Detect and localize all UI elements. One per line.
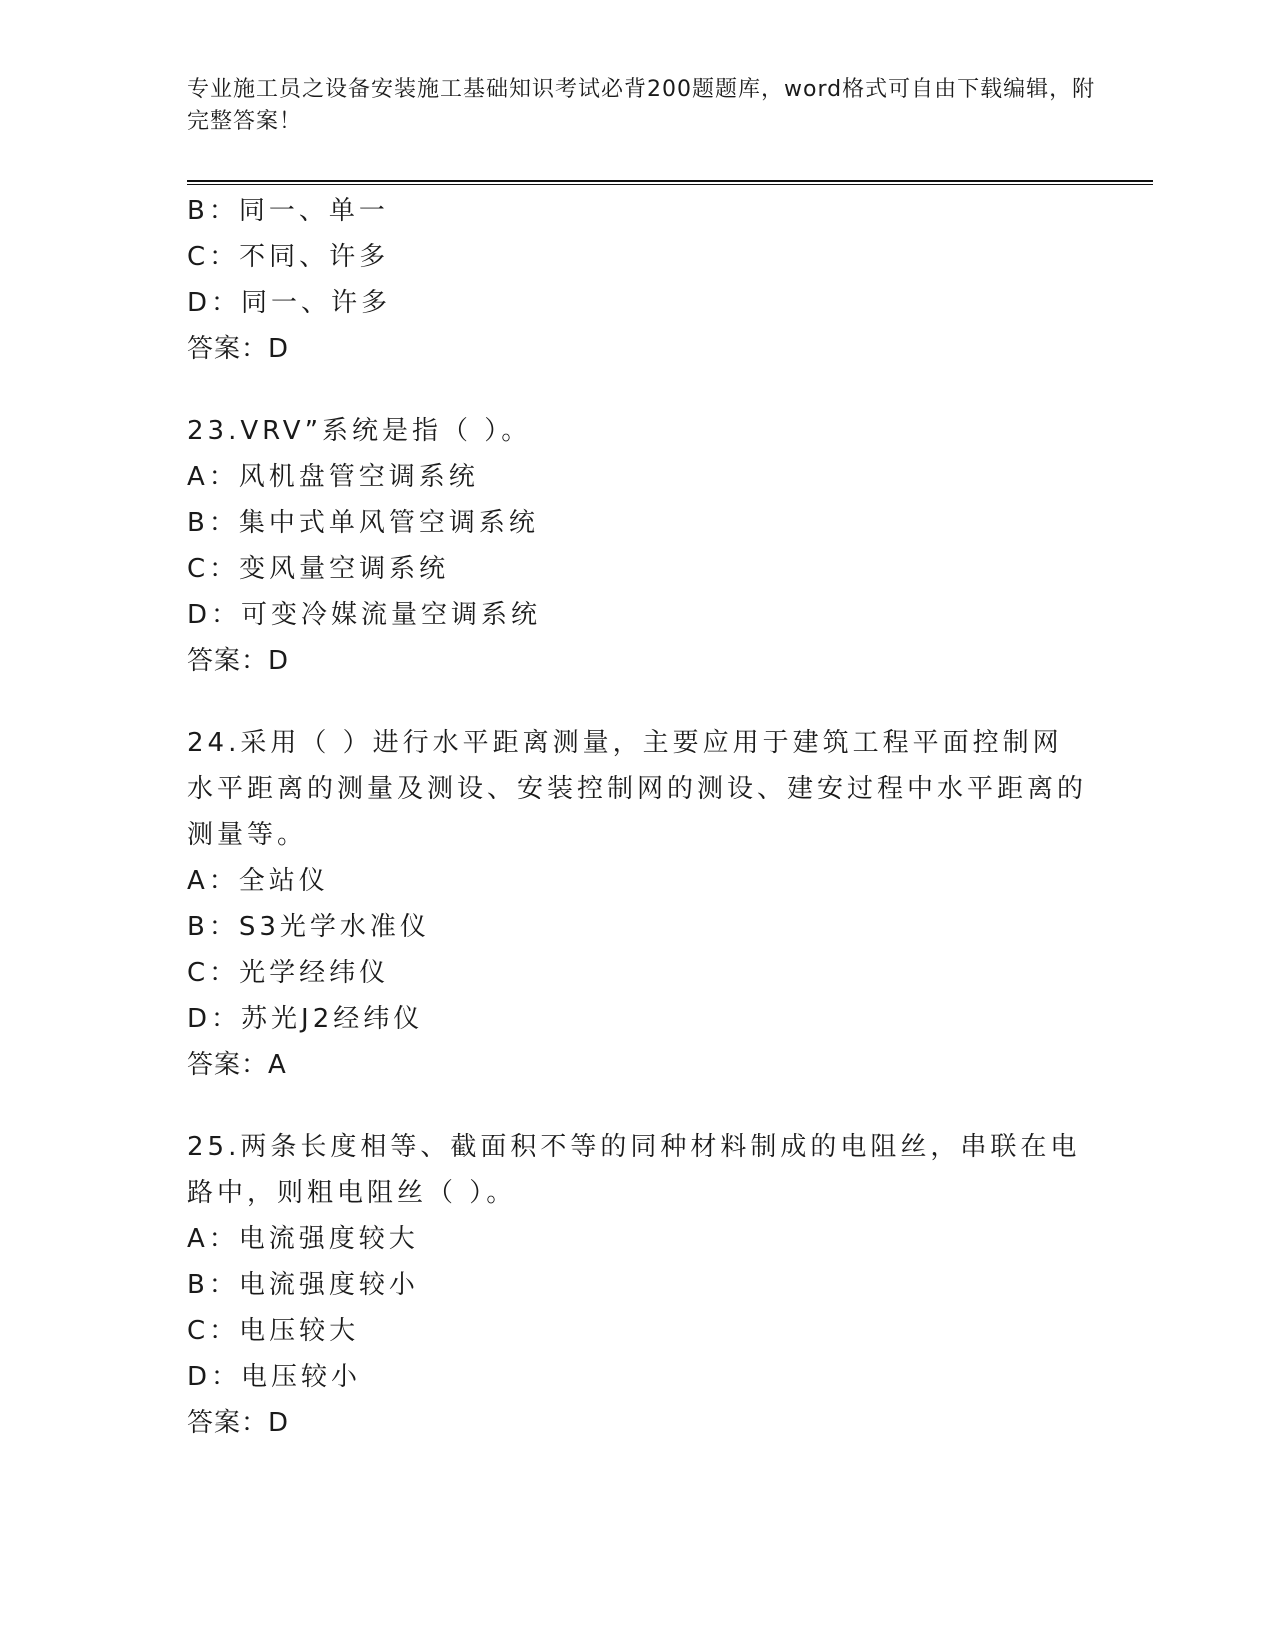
option-b: B：S3光学水准仪 — [187, 912, 430, 942]
question-text: 25.两条长度相等、截面积不等的同种材料制成的电阻丝，串联在电路中，则粗电阻丝（ ）。 — [187, 1132, 1081, 1208]
option-b: B：电流强度较小 — [187, 1270, 419, 1300]
question-text: 23.VRV”系统是指（ ）。 — [187, 416, 532, 446]
answer-line: 答案：A — [187, 1050, 287, 1080]
question-text: 24.采用（ ）进行水平距离测量，主要应用于建筑工程平面控制网水平距离的测量及测设、安装控制网的测设、建安过程中水平距离的测量等。 — [187, 728, 1088, 850]
option-a: A：电流强度较大 — [187, 1224, 419, 1254]
option-c: C：变风量空调系统 — [187, 554, 450, 584]
document-header — [187, 74, 1107, 138]
answer-line: 答案：D — [187, 334, 290, 364]
answer-line: 答案：D — [187, 1408, 290, 1438]
option-c: C：电压较大 — [187, 1316, 360, 1346]
option-b: B：集中式单风管空调系统 — [187, 508, 539, 538]
option-a: A：全站仪 — [187, 866, 329, 896]
option-c: C：不同、许多 — [187, 242, 390, 272]
answer-line: 答案：D — [187, 646, 290, 676]
header-divider-thick — [187, 180, 1153, 182]
option-a: A：风机盘管空调系统 — [187, 462, 479, 492]
option-d: D：可变冷媒流量空调系统 — [187, 600, 542, 630]
question-list — [187, 188, 1087, 1446]
question-block-25 — [187, 1124, 1087, 1446]
question-block-24 — [187, 720, 1087, 1088]
option-d: D：同一、许多 — [187, 288, 392, 318]
option-d: D：苏光J2经纬仪 — [187, 1004, 424, 1034]
option-b: B：同一、单一 — [187, 196, 389, 226]
header-title: 专业施工员之设备安装施工基础知识考试必背200题题库，word格式可自由下载编辑，附完整答案！ — [187, 77, 1096, 134]
question-block-23 — [187, 408, 1087, 684]
header-divider-thin — [187, 184, 1153, 185]
question-block-22 — [187, 188, 1087, 372]
option-c: C：光学经纬仪 — [187, 958, 390, 988]
option-d: D：电压较小 — [187, 1362, 362, 1392]
